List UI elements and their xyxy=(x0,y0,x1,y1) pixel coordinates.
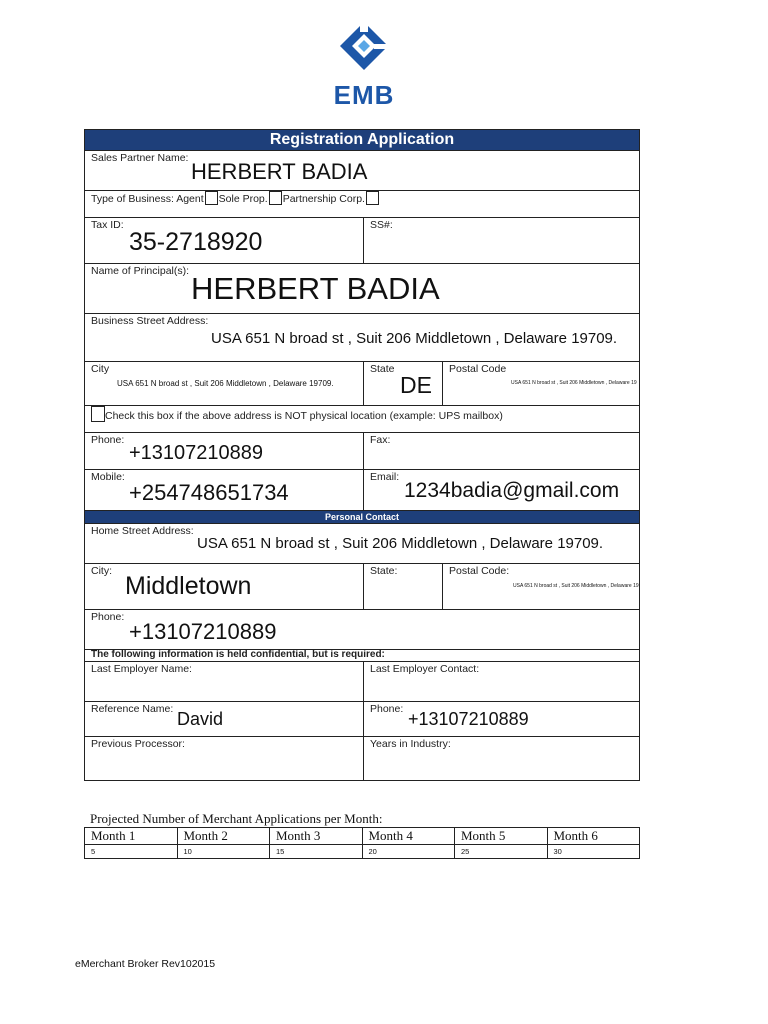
phone-field[interactable] xyxy=(85,432,363,469)
email-field[interactable] xyxy=(363,469,639,510)
home-state-label: State: xyxy=(370,565,398,577)
not-physical-checkbox[interactable] xyxy=(91,406,105,422)
not-physical-line xyxy=(91,406,503,422)
home-phone-label: Phone: xyxy=(91,611,125,623)
registration-form xyxy=(84,129,640,781)
month-3-value[interactable]: 15 xyxy=(270,845,363,859)
month-1-value[interactable]: 5 xyxy=(85,845,178,859)
email-label: Email: xyxy=(370,471,400,483)
mobile-value: +254748651734 xyxy=(129,480,289,505)
confidential-note: The following information is held confidential, but is required: xyxy=(91,649,385,660)
reference-name-label: Reference Name: xyxy=(91,703,174,715)
home-phone-value: +13107210889 xyxy=(129,619,277,644)
sole-prop-label: Sole Prop. xyxy=(218,193,268,205)
phone-label: Phone: xyxy=(91,434,125,446)
home-postal-code-label: Postal Code: xyxy=(449,565,510,577)
last-employer-contact-label: Last Employer Contact: xyxy=(370,663,480,675)
projection-table xyxy=(84,827,640,859)
city-field[interactable] xyxy=(85,361,363,405)
phone-value: +13107210889 xyxy=(129,442,264,464)
previous-processor-label: Previous Processor: xyxy=(91,738,185,750)
home-postal-code-value: USA 651 N broad st , Suit 206 Middletown , Delaware 19 xyxy=(513,583,639,589)
reference-phone-value: +13107210889 xyxy=(408,709,529,729)
state-value: DE xyxy=(400,372,432,398)
mobile-label: Mobile: xyxy=(91,471,125,483)
home-city-value: Middletown xyxy=(125,572,252,600)
state-label: State xyxy=(370,363,395,375)
ss-label: SS#: xyxy=(370,219,393,231)
month-2-header: Month 2 xyxy=(177,828,270,845)
home-state-field[interactable] xyxy=(363,563,442,609)
last-employer-label: Last Employer Name: xyxy=(91,663,192,675)
city-label: City xyxy=(91,363,110,375)
not-physical-row xyxy=(85,405,639,432)
projection-header-row xyxy=(85,828,640,845)
principal-field[interactable] xyxy=(85,263,639,313)
month-1-header: Month 1 xyxy=(85,828,178,845)
reference-name-field[interactable] xyxy=(85,701,363,736)
home-phone-field[interactable] xyxy=(85,609,639,649)
month-4-value[interactable]: 20 xyxy=(362,845,455,859)
month-3-header: Month 3 xyxy=(270,828,363,845)
last-employer-contact-field[interactable] xyxy=(363,661,639,701)
home-address-field[interactable] xyxy=(85,523,639,563)
logo-text: EMB xyxy=(333,80,395,110)
principal-label: Name of Principal(s): xyxy=(91,265,190,277)
business-type-row xyxy=(85,190,639,217)
home-city-label: City: xyxy=(91,565,112,577)
business-address-field[interactable] xyxy=(85,313,639,361)
reference-phone-label: Phone: xyxy=(370,703,404,715)
partnership-label: Partnership Corp. xyxy=(282,193,365,205)
month-6-value[interactable]: 30 xyxy=(547,845,640,859)
projection-value-row xyxy=(85,845,640,859)
tax-id-label: Tax ID: xyxy=(91,219,124,231)
personal-contact-header: Personal Contact xyxy=(85,510,639,523)
principal-value: HERBERT BADIA xyxy=(191,271,440,306)
business-address-label: Business Street Address: xyxy=(91,315,209,327)
years-industry-label: Years in Industry: xyxy=(370,738,451,750)
home-postal-code-field[interactable] xyxy=(442,563,639,609)
mobile-field[interactable] xyxy=(85,469,363,510)
reference-name-value: David xyxy=(177,709,224,729)
previous-processor-field[interactable] xyxy=(85,736,363,781)
tax-id-value: 35-2718920 xyxy=(129,228,263,256)
home-address-value: USA 651 N broad st , Suit 206 Middletown , Delaware 19709. xyxy=(197,535,604,552)
last-employer-field[interactable] xyxy=(85,661,363,701)
fax-label: Fax: xyxy=(370,434,391,446)
sole-prop-checkbox[interactable] xyxy=(269,191,282,205)
partnership-checkbox[interactable] xyxy=(366,191,379,205)
reference-phone-field[interactable] xyxy=(363,701,639,736)
business-type-line xyxy=(91,191,380,205)
month-4-header: Month 4 xyxy=(362,828,455,845)
sales-partner-value: HERBERT BADIA xyxy=(191,159,368,184)
postal-code-value: USA 651 N broad st , Suit 206 Middletown , Delaware 19 xyxy=(511,380,637,386)
month-6-header: Month 6 xyxy=(547,828,640,845)
fax-field[interactable] xyxy=(363,432,639,469)
month-5-value[interactable]: 25 xyxy=(455,845,548,859)
form-title: Registration Application xyxy=(85,130,639,150)
projection-title: Projected Number of Merchant Applications per Month: xyxy=(90,811,383,826)
ss-field[interactable] xyxy=(363,217,639,263)
sales-partner-field[interactable] xyxy=(85,150,639,190)
not-physical-label: Check this box if the above address is NOT physical location (example: UPS mailbox) xyxy=(105,410,503,422)
business-type-label: Type of Business: Agent xyxy=(91,193,204,205)
month-5-header: Month 5 xyxy=(455,828,548,845)
city-value: USA 651 N broad st , Suit 206 Middletown , Delaware 19709. xyxy=(117,379,334,388)
agent-checkbox[interactable] xyxy=(205,191,218,205)
email-value: 1234badia@gmail.com xyxy=(404,479,620,502)
business-address-value: USA 651 N broad st , Suit 206 Middletown , Delaware 19709. xyxy=(211,330,618,347)
tax-id-field[interactable] xyxy=(85,217,363,263)
home-city-field[interactable] xyxy=(85,563,363,609)
sales-partner-label: Sales Partner Name: xyxy=(91,152,189,164)
home-address-label: Home Street Address: xyxy=(91,525,194,537)
month-2-value[interactable]: 10 xyxy=(177,845,270,859)
confidential-row xyxy=(85,649,639,661)
postal-code-label: Postal Code xyxy=(449,363,507,375)
years-industry-field[interactable] xyxy=(363,736,639,781)
footer-revision: eMerchant Broker Rev102015 xyxy=(75,958,216,970)
state-field[interactable] xyxy=(363,361,442,405)
emb-logo-mark-icon xyxy=(330,20,398,80)
emb-logo xyxy=(330,20,398,110)
postal-code-field[interactable] xyxy=(442,361,639,405)
